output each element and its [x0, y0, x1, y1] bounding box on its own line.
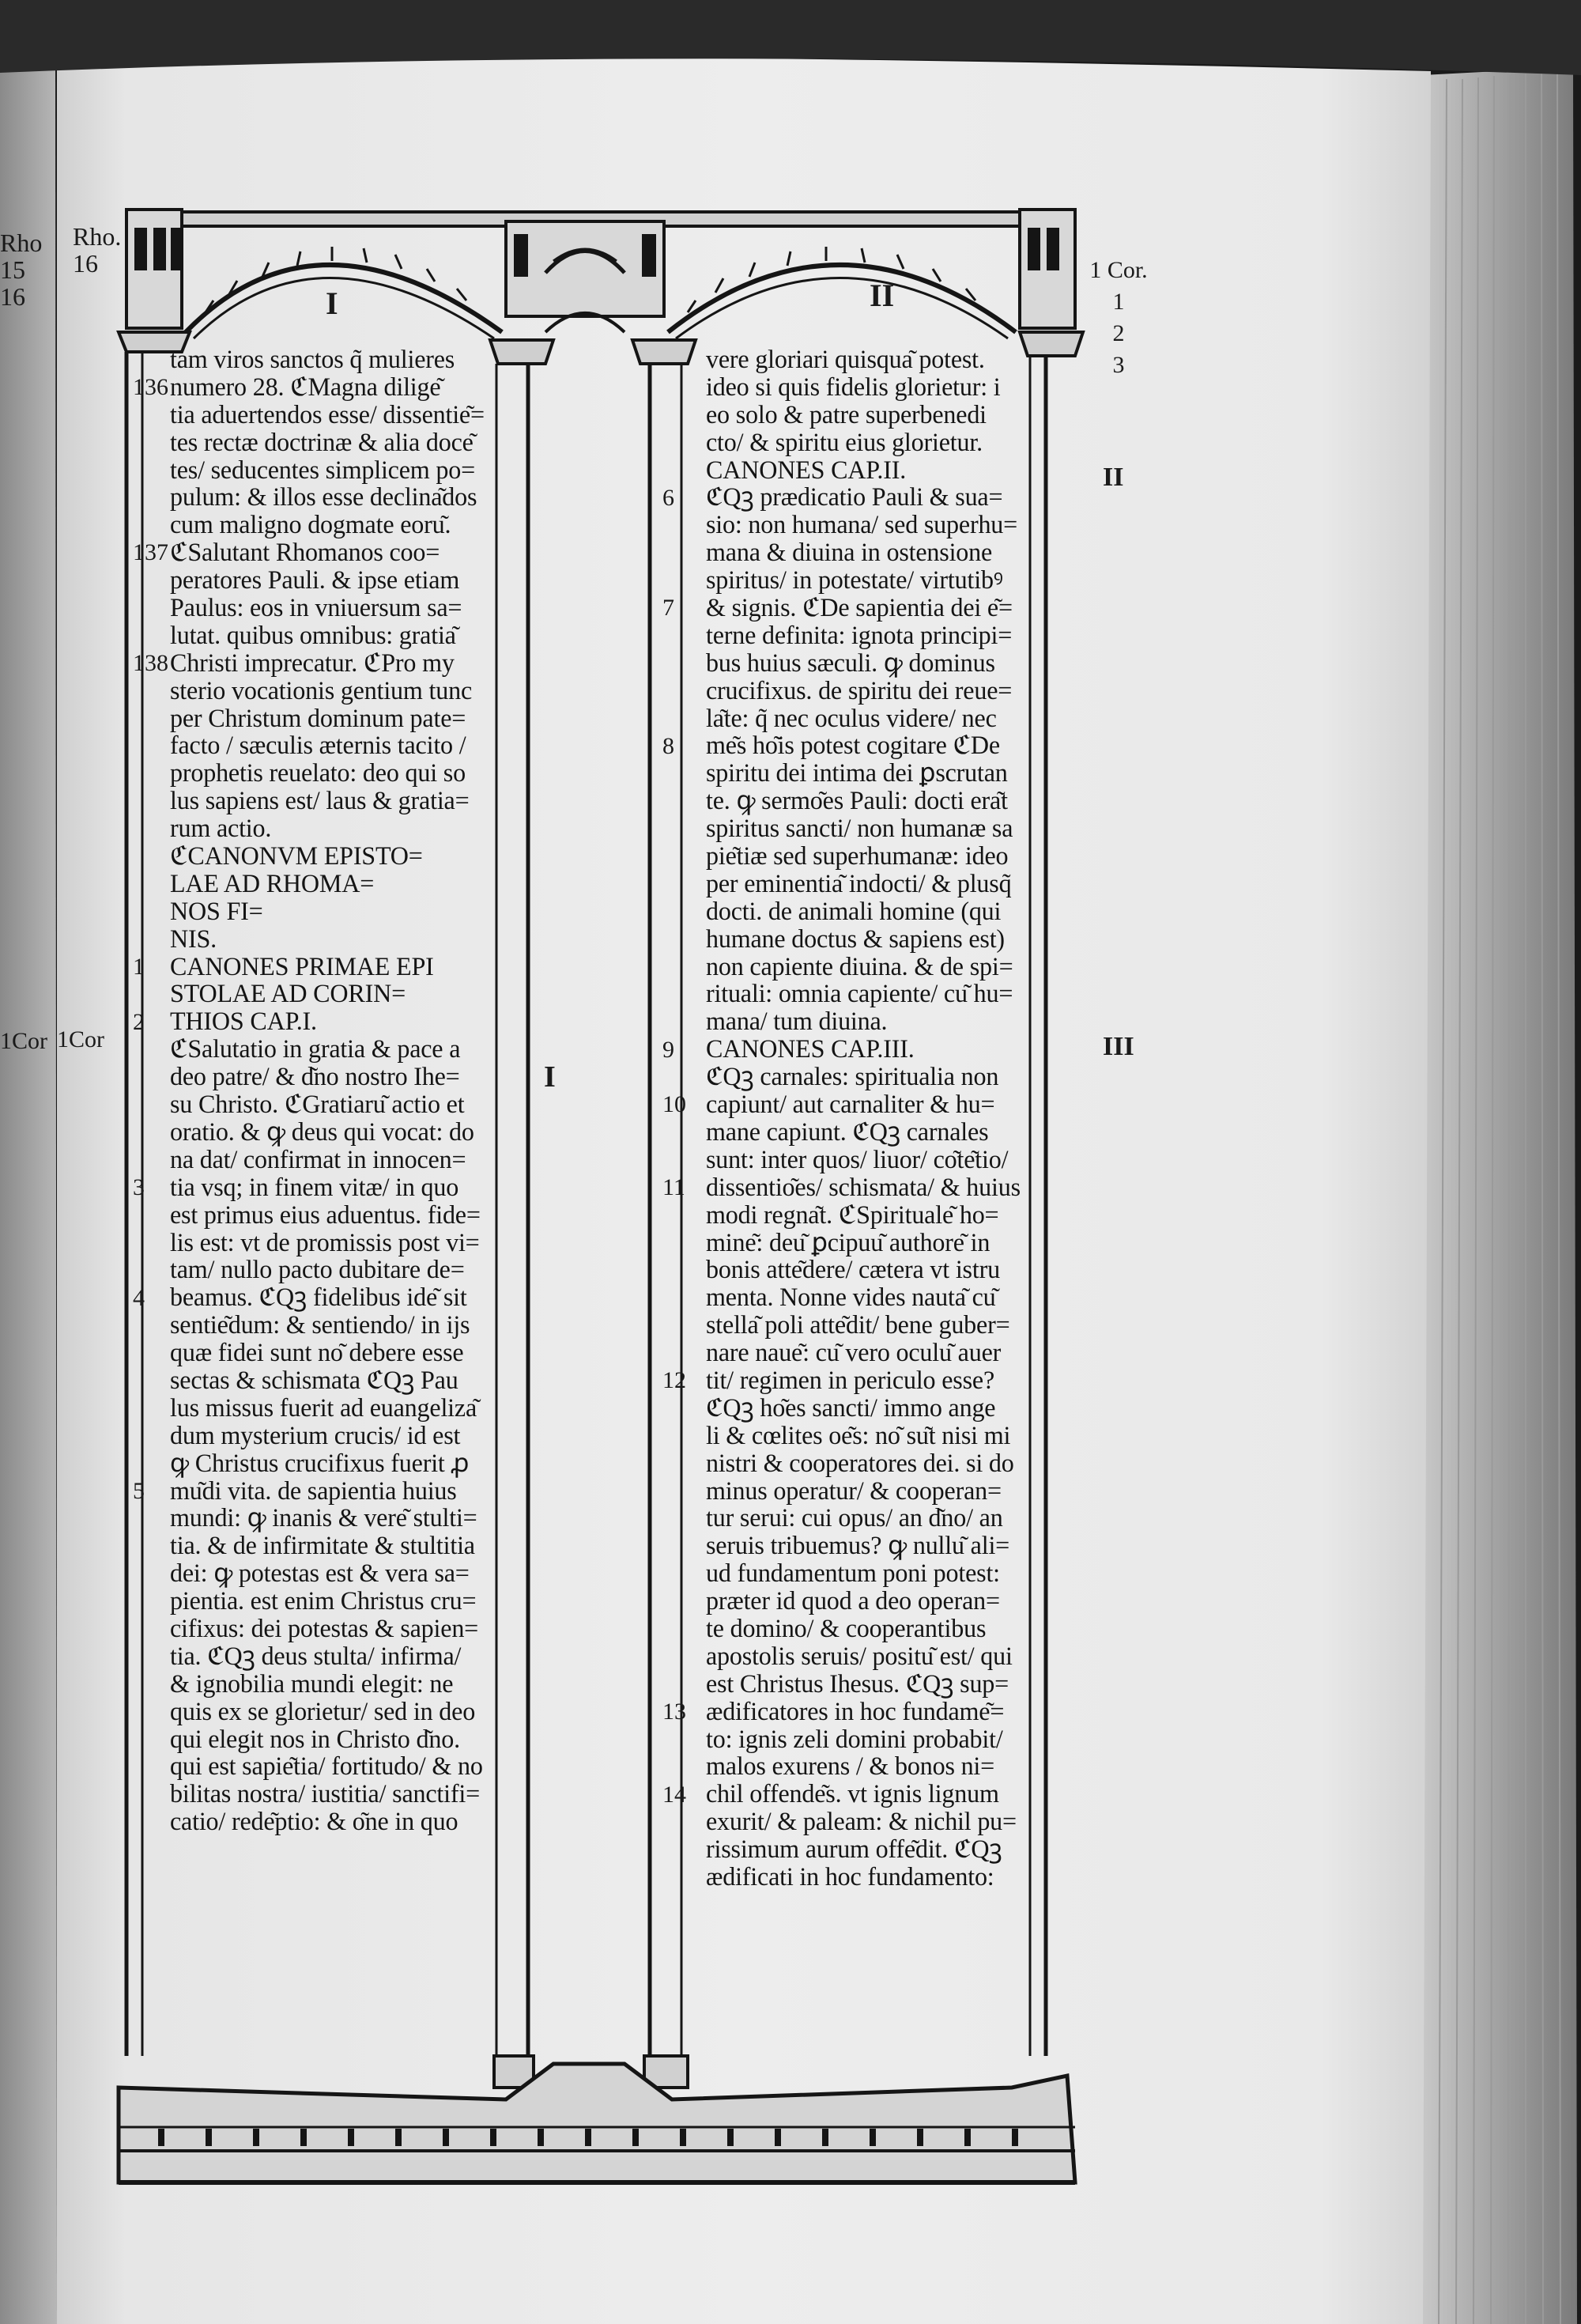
text-line: CANONES CAP.III. [706, 1035, 915, 1064]
text-line: lus sapiens est/ laus & gratia= [170, 787, 470, 816]
text-line: te. ꝙ sermo͂es Pauli: docti era͂t [706, 787, 1008, 816]
text-line: ædificati in hoc fundamento: [706, 1862, 994, 1891]
text-line: dum mysterium crucis/ id est [170, 1421, 461, 1450]
left-page-head-line: 15 [0, 255, 25, 284]
text-line: est primus eius aduentus. fide= [170, 1200, 481, 1230]
text-line: mundi: ꝙ inanis & vere͂ stulti= [170, 1504, 477, 1533]
text-line: tes rectæ doctrinæ & alia doce͂ [170, 428, 474, 457]
text-line: mana & diuina in ostensione [706, 538, 993, 568]
text-line: pientia. est enim Christus cru= [170, 1587, 477, 1616]
verse-number: 136 [133, 373, 168, 400]
text-line: nare naue͂: cu͂ vero oculu͂ auer [706, 1339, 1002, 1368]
text-line: CANONES PRIMAE EPI [170, 952, 434, 981]
verse-number: 2 [133, 1008, 145, 1035]
text-line: STOLAE AD CORIN= [170, 980, 406, 1009]
text-line: non capiente diuina. & de spi= [706, 952, 1013, 981]
verse-number: 138 [133, 649, 168, 676]
text-line: cto/ & spiritu eius glorietur. [706, 428, 983, 457]
text-line: numero 28. ℭMagna dilige͂ [170, 372, 441, 402]
text-line: cum maligno dogmate eoru͂. [170, 511, 451, 540]
text-line: bonis atte͂dere/ cætera vt istru [706, 1256, 1000, 1285]
text-line: quis ex se glorietur/ sed in deo [170, 1697, 476, 1726]
outer-right-head-line: 3 [1112, 352, 1125, 378]
text-line: me͂s ho͂is potest cogitare ℭDe [706, 731, 1000, 761]
text-line: NOS FI= [170, 897, 263, 926]
text-line: præter id quod a deo operan= [706, 1587, 1000, 1616]
text-line: tit/ regimen in periculo esse? [706, 1366, 995, 1395]
text-line: qui elegit nos in Christo d͂no. [170, 1725, 460, 1754]
outer-right-head-line: 1 [1112, 289, 1125, 315]
text-line: oratio. & ꝙ deus qui vocat: do [170, 1117, 474, 1147]
text-line: Paulus: eos in vniuersum sa= [170, 594, 462, 623]
text-line: pulum: & illos esse declina͂dos [170, 483, 477, 512]
text-line: deo patre/ & d͂no nostro Ihe= [170, 1063, 460, 1092]
text-line: ideo si quis fidelis glorietur: i [706, 372, 1001, 402]
verse-number: 137 [133, 539, 168, 566]
text-line: ℭSalutatio in gratia & pace a [170, 1035, 461, 1064]
text-line: cifixus: dei potestas & sapien= [170, 1614, 479, 1643]
text-line: spiritus sancti/ non humanæ sa [706, 814, 1013, 844]
text-line: per eminentia͂ indocti/ & plusq̃ [706, 869, 1012, 898]
text-line: mane capiunt. ℭQꝫ carnales [706, 1117, 989, 1147]
text-line: na dat/ confirmat in innocen= [170, 1145, 466, 1174]
verse-number: 8 [662, 732, 674, 759]
outer-left-side-note: 1Cor [57, 1026, 104, 1052]
verse-number: 12 [662, 1367, 686, 1394]
text-line: catio/ rede͂ptio: & o͂ne in quo [170, 1808, 458, 1837]
text-line: tes/ seducentes simplicem po= [170, 455, 476, 485]
verse-number: 5 [133, 1477, 145, 1504]
text-line: qui est sapie͂tia/ fortitudo/ & no [170, 1752, 483, 1782]
text-line: sunt: inter quos/ liuor/ co͂te͂tio/ [706, 1145, 1009, 1174]
arch-number-left: I [326, 285, 338, 321]
text-line: exurit/ & paleam: & nichil pu= [706, 1808, 1017, 1837]
text-line: ℭQꝫ prædicatio Pauli & sua= [706, 483, 1003, 512]
text-line: apostolis seruis/ positu͂ est/ qui [706, 1642, 1013, 1671]
text-line: menta. Nonne vides nauta͂ cu͂ [706, 1283, 996, 1313]
text-line: ud fundamentum poni potest: [706, 1559, 1000, 1589]
text-line: pie͂tiæ sed superhumanæ: ideo [706, 842, 1009, 871]
text-line: prophetis reuelato: deo qui so [170, 759, 466, 788]
text-line: tia aduertendos esse/ dissentie͂= [170, 400, 485, 429]
outer-left-head-line: 16 [73, 249, 98, 278]
text-line: CANONES CAP.II. [706, 455, 907, 485]
text-line: su Christo. ℭGratiaru͂ actio et [170, 1090, 465, 1120]
outer-right-running-head [1087, 255, 1150, 381]
outer-right-head-line: 2 [1112, 320, 1125, 346]
text-line: capiunt/ aut carnaliter & hu= [706, 1090, 995, 1120]
text-line: beamus. ℭQꝫ fidelibus ide͂ sit [170, 1283, 467, 1313]
text-line: tam viros sanctos q̃ mulieres [170, 346, 455, 374]
text-line: & signis. ℭDe sapientia dei e͂= [706, 594, 1013, 623]
text-line: spiritu dei intima dei ꝑscrutan [706, 759, 1008, 788]
text-line: minus operatur/ & cooperan= [706, 1476, 1002, 1506]
text-line: tia. ℭQꝫ deus stulta/ infirma/ [170, 1642, 462, 1671]
text-line: sectas & schismata ℭQꝫ Pau [170, 1366, 458, 1395]
text-line: NIS. [170, 924, 217, 954]
text-line: sentie͂dum: & sentiendo/ in ijs [170, 1311, 470, 1340]
text-line: la͂te: q̃ nec oculus videre/ nec [706, 704, 997, 733]
text-line: seruis tribuemus? ꝙ nullu͂ ali= [706, 1532, 1010, 1561]
text-line: ℭQꝫ ho͂es sancti/ immo ange [706, 1393, 996, 1423]
text-line: facto / sæculis æternis tacito / [170, 731, 466, 761]
center-divider-mark: I [544, 1060, 556, 1094]
text-line: mu͂di vita. de sapientia huius [170, 1476, 457, 1506]
text-line: li & cœlites oe͂s: no͂ su͂t nisi mi [706, 1421, 1011, 1450]
outer-left-running-head [73, 223, 121, 277]
text-line: ꝙ Christus crucifixus fuerit ꝓ [170, 1449, 470, 1478]
text-line: sio: non humana/ sed superhu= [706, 511, 1018, 540]
text-line: ℭSalutant Rhomanos coo= [170, 538, 440, 568]
text-line: mine͂: deu͂ ꝑcipuu͂ authore͂ in [706, 1228, 990, 1257]
text-line: terne definita: ignota principi= [706, 621, 1013, 650]
text-line: per Christum dominum pate= [170, 704, 466, 733]
text-line: bus huius sæculi. ꝙ dominus [706, 648, 995, 678]
verse-number: 1 [133, 953, 145, 980]
text-line: ℭCANONVM EPISTO= [170, 842, 423, 871]
text-line: malos exurens / & bonos ni= [706, 1752, 995, 1782]
text-line: rituali: omnia capiente/ cu͂ hu= [706, 980, 1013, 1009]
verse-number: 6 [662, 484, 674, 511]
chapter-mark-iii: III [1103, 1032, 1134, 1061]
left-page-head-line: Rho [0, 229, 43, 257]
verse-number: 3 [133, 1174, 145, 1200]
text-line: sterio vocationis gentium tunc [170, 676, 473, 705]
text-line: modi regna͂t. ℭSpirituale͂ ho= [706, 1200, 999, 1230]
text-line: eo solo & patre superbenedi [706, 400, 987, 429]
text-line: stella͂ poli atte͂dit/ bene guber= [706, 1311, 1010, 1340]
text-line: chil offende͂s. vt ignis lignum [706, 1780, 999, 1809]
text-line: lutat. quibus omnibus: gratia͂ [170, 621, 456, 650]
text-line: spiritus/ in potestate/ virtutibꝰ [706, 566, 1003, 595]
text-line: dissentio͂es/ schismata/ & huius [706, 1173, 1021, 1202]
text-line: bilitas nostra/ iustitia/ sanctifi= [170, 1780, 481, 1809]
text-line: humane doctus & sapiens est) [706, 924, 1005, 954]
left-page-head-line: 16 [0, 282, 25, 311]
text-line: ℭQꝫ carnales: spiritualia non [706, 1063, 999, 1092]
text-line: docti. de animali homine (qui [706, 897, 1002, 926]
left-page-running-head [0, 229, 42, 310]
text-line: LAE AD RHOMA= [170, 869, 375, 898]
text-line: crucifixus. de spiritu dei reue= [706, 676, 1013, 705]
text-line: tia vsq; in finem vitæ/ in quo [170, 1173, 459, 1202]
left-page-side-note: 1Cor [0, 1028, 47, 1054]
text-line: dei: ꝙ potestas est & vera sa= [170, 1559, 470, 1589]
text-line: rissimum aurum offe͂dit. ℭQꝫ [706, 1835, 1002, 1865]
text-line: tam/ nullo pacto dubitare de= [170, 1256, 465, 1285]
text-line: mana/ tum diuina. [706, 1007, 888, 1037]
text-line: te domino/ & cooperantibus [706, 1614, 987, 1643]
text-line: peratores Pauli. & ipse etiam [170, 566, 460, 595]
verse-number: 13 [662, 1699, 686, 1725]
text-line: Christi imprecatur. ℭPro my [170, 648, 455, 678]
text-line: rum actio. [170, 814, 272, 844]
arch-number-right: II [870, 278, 895, 313]
text-line: tia. & de infirmitate & stultitia [170, 1532, 475, 1561]
text-line: tur serui: cui opus/ an d͂no/ an [706, 1504, 1003, 1533]
text-line: est Christus Ihesus. ℭQꝫ sup= [706, 1669, 1009, 1699]
chapter-mark-ii: II [1103, 463, 1124, 492]
text-line: nistri & cooperatores dei. si do [706, 1449, 1014, 1478]
verse-number: 4 [133, 1284, 145, 1311]
verse-number: 11 [662, 1174, 685, 1200]
text-line: vere gloriari quisqua͂ potest. [706, 346, 985, 374]
text-line: lus missus fuerit ad euangeliza͂ [170, 1393, 477, 1423]
text-line: ædificatores in hoc fundame͂= [706, 1697, 1005, 1726]
verse-number: 7 [662, 595, 674, 622]
text-line: lis est: vt de promissis post vi= [170, 1228, 480, 1257]
verse-number: 14 [662, 1781, 686, 1808]
text-column-right [706, 346, 1030, 1891]
text-line: quæ fidei sunt no͂ debere esse [170, 1339, 464, 1368]
outer-left-head-line: Rho. [73, 222, 122, 251]
text-line: THIOS CAP.I. [170, 1007, 317, 1037]
text-line: to: ignis zeli domini probabit/ [706, 1725, 1003, 1754]
verse-number: 10 [662, 1091, 686, 1118]
outer-right-head-line: 1 Cor. [1089, 257, 1148, 283]
text-line: & ignobilia mundi elegit: ne [170, 1669, 454, 1699]
text-column-left [170, 346, 494, 1836]
verse-number: 9 [662, 1036, 674, 1063]
